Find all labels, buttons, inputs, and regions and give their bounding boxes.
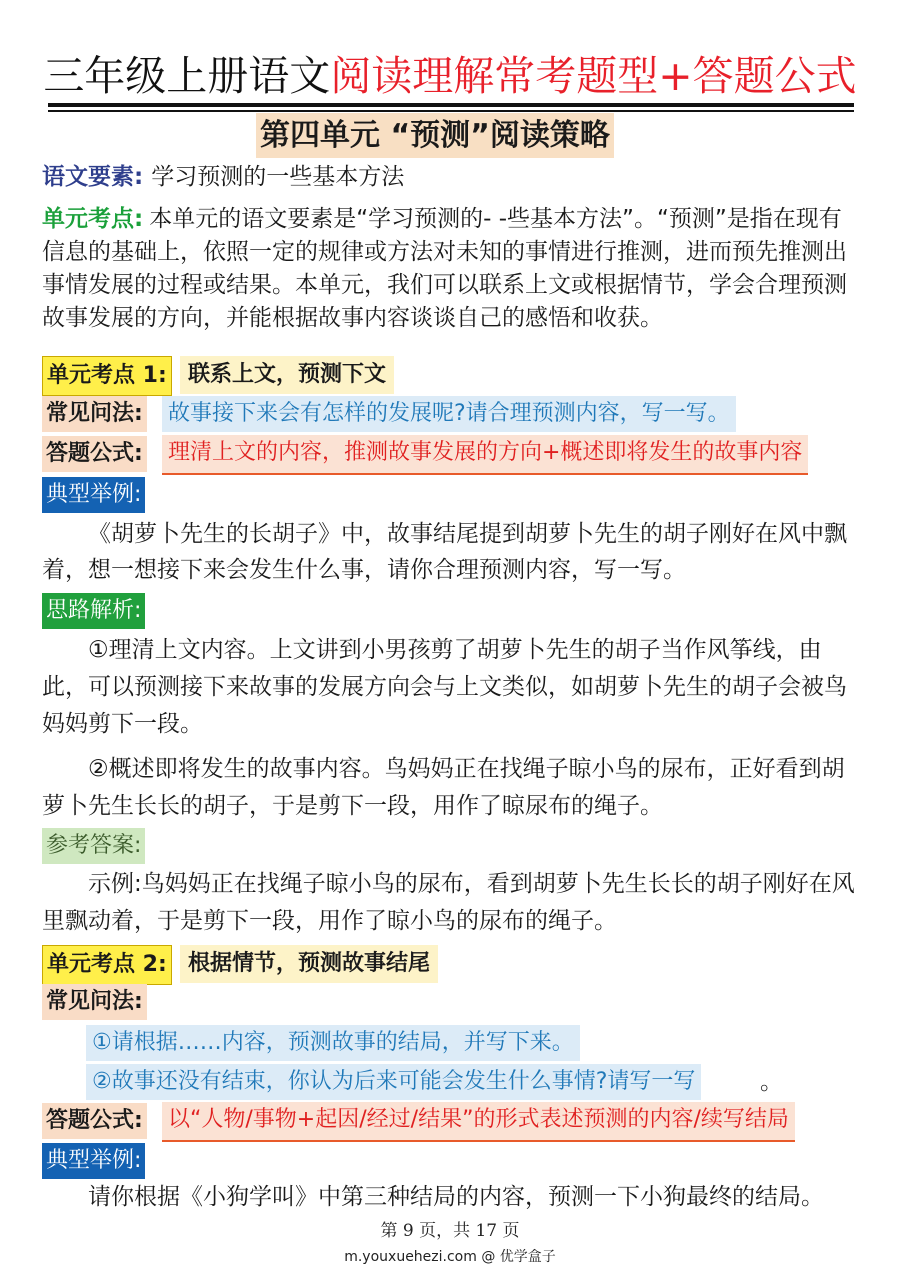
point1-example-label: 典型举例: — [42, 477, 145, 513]
site-credit: m.youxuehezi.com @ 优学盒子 — [344, 1249, 556, 1265]
danyuan-kaodian-paragraph — [42, 203, 860, 335]
title-part-red: 阅读理解常考题型+答题公式 — [330, 52, 857, 100]
point1-example: 《胡萝卜先生的长胡子》中，故事结尾提到胡萝卜先生的胡子刚好在风中飘着，想一想接下来会发生什么事，请你合理预测内容，写一写。 — [42, 521, 847, 583]
danyuan-kaodian-label: 单元考点: — [42, 206, 144, 232]
yuwen-yaosu-label: 语文要素: — [42, 164, 144, 190]
point1-question-label: 常见问法: — [42, 396, 147, 432]
title-part-black: 三年级上册语文 — [43, 52, 331, 100]
danyuan-kaodian-text: 本单元的语文要素是“学习预测的- -些基本方法”。“预测”是指在现有信息的基础上，依照一定的规律或方法对未知的事情进行推测，进而预先推测出事情发展的过程或结果。本单元，我们可以联系上文或根据情节，学会合理预测故事发展的方向，并能根据故事内容谈谈自己的感悟和收获。 — [42, 206, 847, 331]
point2-question1: ①请根据……内容，预测故事的结局，并写下来。 — [86, 1025, 580, 1061]
page-title — [0, 48, 900, 104]
point2-formula: 以“人物/事物+起因/经过/结果”的形式表述预测的内容/续写结局 — [162, 1102, 795, 1142]
point2-question2: ②故事还没有结束，你认为后来可能会发生什么事情?请写一写 — [86, 1064, 701, 1100]
point2-example-label: 典型举例: — [42, 1143, 145, 1179]
point1-answer-label: 参考答案: — [42, 828, 145, 864]
point2-question-label: 常见问法: — [42, 984, 147, 1020]
page-number: 第 9 页，共 17 页 — [380, 1221, 520, 1241]
point1-analysis1: ①理清上文内容。上文讲到小男孩剪了胡萝卜先生的胡子当作风筝线，由此，可以预测接下来故事的发展方向会与上文类似，如胡萝卜先生的胡子会被鸟妈妈剪下一段。 — [42, 637, 847, 737]
point2-example: 请你根据《小狗学叫》中第三种结局的内容，预测一下小狗最终的结局。 — [88, 1184, 824, 1210]
point1-formula-label: 答题公式: — [42, 436, 147, 472]
point2-tag: 单元考点 2: — [42, 945, 172, 985]
point1-tag: 单元考点 1: — [42, 356, 172, 396]
point2-title: 根据情节，预测故事结尾 — [180, 945, 438, 983]
point1-question: 故事接下来会有怎样的发展呢?请合理预测内容，写一写。 — [162, 396, 736, 432]
point1-analysis2: ②概述即将发生的故事内容。鸟妈妈正在找绳子晾小鸟的尿布，正好看到胡萝卜先生长长的胡子，于是剪下一段，用作了晾尿布的绳子。 — [42, 756, 845, 819]
yuwen-yaosu-text: 学习预测的一些基本方法 — [151, 164, 405, 190]
point2-question2-period: 。 — [760, 1069, 783, 1095]
point1-answer: 示例:鸟妈妈正在找绳子晾小鸟的尿布，看到胡萝卜先生长长的胡子刚好在风里飘动着，于是剪下一段，用作了晾小鸟的尿布的绳子。 — [42, 871, 855, 934]
yuwen-yaosu-line — [42, 161, 404, 193]
unit-subtitle: 第四单元 “预测”阅读策略 — [256, 113, 614, 158]
point1-formula: 理清上文的内容，推测故事发展的方向+概述即将发生的故事内容 — [162, 435, 808, 475]
title-underline-thick — [48, 103, 854, 107]
point2-formula-label: 答题公式: — [42, 1103, 147, 1139]
point1-title: 联系上文，预测下文 — [180, 356, 394, 394]
point1-analysis-label: 思路解析: — [42, 593, 145, 629]
title-underline-thin — [48, 110, 854, 112]
